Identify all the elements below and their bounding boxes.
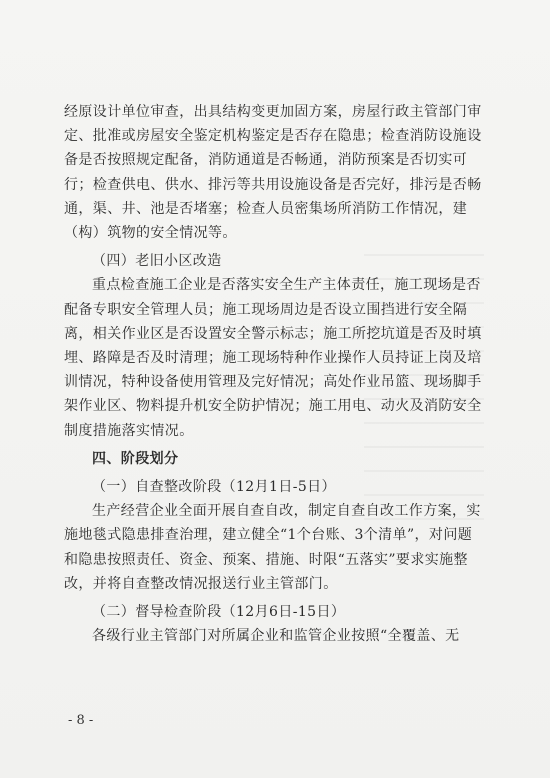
paragraph-continued: 经原设计单位审查，出具结构变更加固方案，房屋行政主管部门审定、批准或房屋安全鉴定机构鉴定是否存在隐患；检查消防设施设备是否按照规定配备，消防通道是否畅通，消防预案是否切实可行；检查供电、供水、排污等共用设施设备是否完好，排污是否畅通，渠、井、池是否堵塞；检查人员密集场所消防工作情况，建（构）筑物的安全情况等。 <box>64 104 482 242</box>
paragraph-renovation-checks: 重点检查施工企业是否落实安全生产主体责任，施工现场是否配备专职安全管理人员；施工现场周边是否设立围挡进行安全隔离，相关作业区是否设置安全警示标志；施工所挖坑道是否及时填埋、路障是否及时清理；施工现场特种作业操作人员持证上岗及培训情况，特种设备使用管理及完好情况；高处作业吊篮、现场脚手架作业区、物料提升机安全防护情况；施工用电、动火及消防安全制度措施落实情况。 <box>64 277 482 439</box>
subheading-old-community-renovation: （四）老旧小区改造 <box>92 253 222 270</box>
page-number: - 8 - <box>68 713 94 728</box>
paragraph-self-check: 生产经营企业全面开展自查自改，制定自查自改工作方案，实施地毯式隐患排查治理，建立健全“1个台账、3个清单”，对问题和隐患按照责任、资金、预案、措施、时限“五落实”要求实施整改，并将自查整改情况报送行业主管部门。 <box>64 503 481 592</box>
subheading-self-check-stage: （一）自查整改阶段（12月1日-5日） <box>92 479 336 496</box>
subheading-supervision-stage: （二）督导检查阶段（12月6日-15日） <box>92 604 346 621</box>
document-body <box>64 100 484 648</box>
paragraph-supervision: 各级行业主管部门对所属企业和监管企业按照“全覆盖、无 <box>92 628 460 645</box>
section-heading-stage-division: 四、阶段划分 <box>92 450 179 467</box>
